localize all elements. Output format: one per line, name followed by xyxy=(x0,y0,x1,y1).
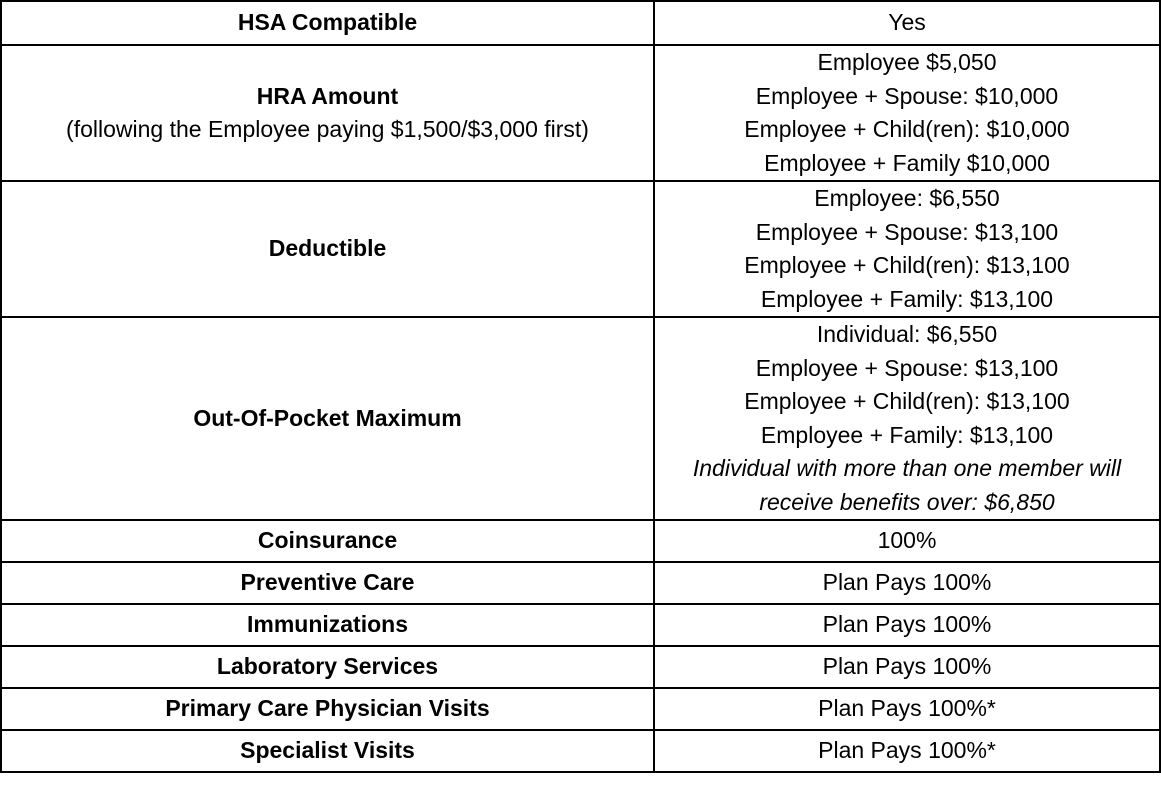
row-value-cell xyxy=(654,317,1160,520)
row-value-cell xyxy=(654,730,1160,772)
row-label-cell xyxy=(1,730,654,772)
row-value: Employee $5,050 xyxy=(817,49,997,75)
row-label-cell xyxy=(1,45,654,181)
row-label-cell xyxy=(1,520,654,562)
row-value-cell xyxy=(654,604,1160,646)
row-value: Employee + Spouse: $13,100 xyxy=(755,354,1059,381)
row-label: Laboratory Services xyxy=(216,653,439,680)
row-value: Employee + Family: $13,100 xyxy=(760,285,1054,312)
table-row xyxy=(1,181,1160,317)
row-label-cell xyxy=(1,688,654,730)
row-value: Employee + Spouse: $10,000 xyxy=(755,82,1059,109)
table-row xyxy=(1,562,1160,604)
table-row xyxy=(1,317,1160,520)
row-value-cell xyxy=(654,1,1160,45)
row-value: Employee + Family: $13,100 xyxy=(760,421,1054,448)
row-label: Out-Of-Pocket Maximum xyxy=(193,404,462,431)
row-note: receive benefits over: $6,850 xyxy=(759,488,1055,515)
row-value: Plan Pays 100% xyxy=(822,653,992,680)
row-value-cell xyxy=(654,562,1160,604)
row-value: Employee + Child(ren): $10,000 xyxy=(744,116,1070,142)
row-label-cell xyxy=(1,181,654,317)
row-value: Employee + Spouse: $13,100 xyxy=(755,218,1059,245)
row-value-cell xyxy=(654,45,1160,181)
row-value-cell xyxy=(654,646,1160,688)
table-row xyxy=(1,730,1160,772)
table-row xyxy=(1,646,1160,688)
row-label-cell xyxy=(1,604,654,646)
row-label: Specialist Visits xyxy=(240,737,415,764)
row-value: Plan Pays 100% xyxy=(822,569,992,596)
table-row xyxy=(1,1,1160,45)
row-label-cell xyxy=(1,1,654,45)
row-value: 100% xyxy=(877,527,937,554)
row-label: HRA Amount xyxy=(256,82,399,109)
table-row xyxy=(1,520,1160,562)
row-value-cell xyxy=(654,520,1160,562)
row-label-cell xyxy=(1,317,654,520)
row-label: Immunizations xyxy=(246,611,408,638)
row-label-cell xyxy=(1,646,654,688)
row-label-cell xyxy=(1,562,654,604)
row-label: HSA Compatible xyxy=(237,9,418,36)
row-value: Plan Pays 100%* xyxy=(818,737,996,764)
row-sublabel: (following the Employee paying $1,500/$3,000 first) xyxy=(66,116,589,142)
row-label: Coinsurance xyxy=(257,527,398,554)
row-value: Employee + Child(ren): $13,100 xyxy=(744,252,1070,278)
row-label: Preventive Care xyxy=(240,569,415,596)
table-row xyxy=(1,604,1160,646)
row-value: Employee: $6,550 xyxy=(814,185,1000,211)
table-row xyxy=(1,45,1160,181)
row-note: Individual with more than one member will xyxy=(692,455,1122,481)
row-value-cell xyxy=(654,181,1160,317)
row-value: Plan Pays 100%* xyxy=(818,695,996,722)
row-value: Individual: $6,550 xyxy=(816,321,998,347)
row-value: Yes xyxy=(888,9,926,36)
row-label: Primary Care Physician Visits xyxy=(165,695,490,722)
row-value: Plan Pays 100% xyxy=(822,611,992,638)
row-label: Deductible xyxy=(268,235,387,262)
row-value: Employee + Family $10,000 xyxy=(764,149,1050,176)
row-value: Employee + Child(ren): $13,100 xyxy=(744,388,1070,414)
row-value-cell xyxy=(654,688,1160,730)
table-row xyxy=(1,688,1160,730)
